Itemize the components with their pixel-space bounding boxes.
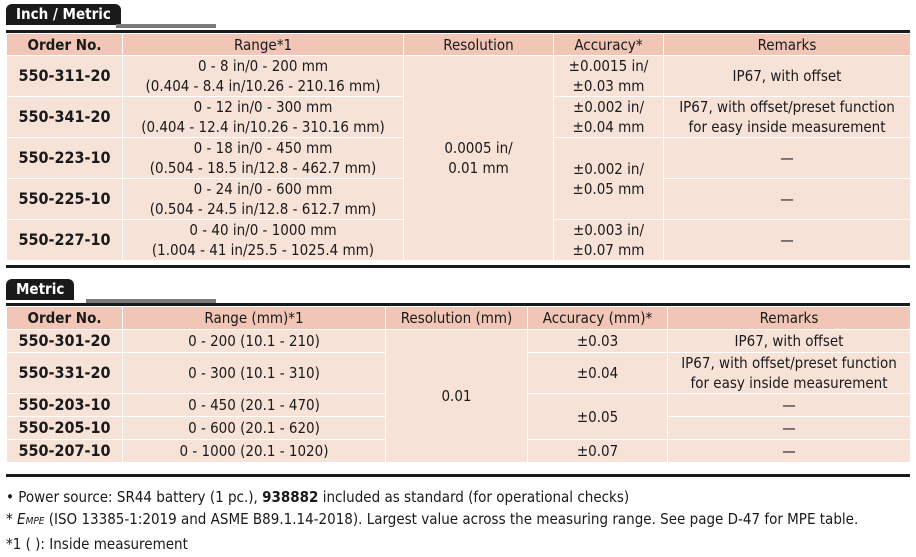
empe-symbol bbox=[17, 510, 44, 528]
remarks-line: IP67, with offset bbox=[732, 67, 842, 85]
resolution-inch: 0.0005 in/ bbox=[444, 139, 513, 157]
remarks-cell bbox=[664, 220, 911, 261]
col-range-label: Range*1 bbox=[233, 35, 293, 54]
range-cell: 0 - 1000 (20.1 - 1020) bbox=[123, 440, 386, 463]
remarks-cell bbox=[668, 394, 911, 417]
order-number: 550-341-20 bbox=[7, 97, 123, 138]
range-cell bbox=[123, 220, 404, 261]
remarks-line-2: for easy inside measurement bbox=[688, 118, 886, 136]
accuracy-note bbox=[6, 508, 858, 533]
remarks-line: IP67, with offset bbox=[734, 332, 844, 350]
accuracy-note-text: (ISO 13385-1:2019 and ASME B89.1.14-2018). Largest value across the measuring range. See page D-47 for MPE table. bbox=[44, 510, 859, 528]
remarks-cell bbox=[668, 353, 911, 394]
col-accuracy: Accuracy* bbox=[554, 34, 664, 56]
metric-title: Metric bbox=[6, 279, 74, 300]
col-remarks: Remarks bbox=[668, 307, 911, 330]
remarks-line: — bbox=[780, 231, 794, 249]
table-bottom-rule bbox=[6, 265, 910, 268]
accuracy-mm: ±0.05 mm bbox=[572, 179, 645, 198]
accuracy-mm: ±0.07 mm bbox=[572, 241, 645, 259]
range-inside: (0.504 - 18.5 in/12.8 - 462.7 mm) bbox=[149, 159, 377, 177]
remarks-line: — bbox=[782, 442, 796, 460]
remarks-line: IP67, with offset/preset function bbox=[679, 98, 895, 116]
range-cell: 0 - 300 (10.1 - 310) bbox=[123, 353, 386, 394]
range-inside: (1.004 - 41 in/25.5 - 1025.4 mm) bbox=[151, 241, 375, 259]
accuracy-mm: ±0.04 mm bbox=[572, 118, 645, 136]
range-primary: 0 - 18 in/0 - 450 mm bbox=[193, 139, 333, 157]
resolution-cell: 0.01 bbox=[386, 330, 528, 463]
remarks-cell bbox=[668, 417, 911, 440]
col-remarks: Remarks bbox=[664, 34, 911, 56]
accuracy-inch: ±0.002 in/ bbox=[572, 159, 645, 178]
col-resolution: Resolution (mm) bbox=[386, 307, 528, 330]
remarks-cell bbox=[668, 440, 911, 463]
inch-metric-title: Inch / Metric bbox=[6, 4, 121, 25]
table-header-row bbox=[7, 34, 911, 56]
metric-section-tab bbox=[6, 279, 216, 303]
order-number: 550-207-10 bbox=[7, 440, 123, 463]
order-number: 550-301-20 bbox=[7, 330, 123, 353]
accuracy-cell: ±0.07 bbox=[528, 440, 668, 463]
resolution-cell bbox=[404, 56, 554, 261]
range-primary: 0 - 12 in/0 - 300 mm bbox=[193, 98, 333, 116]
remarks-line: IP67, with offset/preset function bbox=[681, 354, 897, 372]
remarks-cell bbox=[664, 97, 911, 138]
accuracy-cell: ±0.05 bbox=[528, 394, 668, 440]
accuracy-cell bbox=[554, 97, 664, 138]
order-number: 550-331-20 bbox=[7, 353, 123, 394]
range-inside: (0.404 - 8.4 in/10.26 - 210.16 mm) bbox=[145, 77, 381, 95]
power-note-prefix: • Power source: SR44 battery (1 pc.), bbox=[6, 488, 263, 506]
accuracy-cell: ±0.04 bbox=[528, 353, 668, 394]
order-number: 550-203-10 bbox=[7, 394, 123, 417]
accuracy-cell bbox=[554, 56, 664, 97]
inch-metric-section-tab bbox=[6, 4, 216, 28]
order-number: 550-225-10 bbox=[7, 179, 123, 220]
table-bottom-rule bbox=[6, 474, 910, 477]
metric-table bbox=[6, 306, 911, 463]
range-cell bbox=[123, 138, 404, 179]
remarks-line: — bbox=[782, 419, 796, 437]
footnotes bbox=[6, 486, 858, 555]
table-row bbox=[7, 330, 911, 353]
order-number: 550-311-20 bbox=[7, 56, 123, 97]
empe-subscript: MPE bbox=[25, 516, 45, 527]
range-cell bbox=[123, 179, 404, 220]
col-range bbox=[123, 34, 404, 56]
range-primary: 0 - 8 in/0 - 200 mm bbox=[197, 57, 329, 75]
remarks-line: — bbox=[780, 149, 794, 167]
power-note-suffix: included as standard (for operational checks) bbox=[318, 488, 630, 506]
col-accuracy: Accuracy (mm)* bbox=[528, 307, 668, 330]
range-cell bbox=[123, 97, 404, 138]
range-cell bbox=[123, 56, 404, 97]
remarks-cell bbox=[664, 179, 911, 220]
range-cell: 0 - 450 (20.1 - 470) bbox=[123, 394, 386, 417]
power-source-note bbox=[6, 486, 858, 508]
inch-metric-table bbox=[6, 33, 911, 261]
accuracy-cell: ±0.03 bbox=[528, 330, 668, 353]
accuracy-mm: ±0.03 mm bbox=[572, 77, 645, 95]
col-range: Range (mm)*1 bbox=[123, 307, 386, 330]
accuracy-inch: ±0.0015 in/ bbox=[568, 57, 649, 75]
accuracy-inch: ±0.002 in/ bbox=[572, 98, 645, 116]
table-header-row bbox=[7, 307, 911, 330]
accuracy-star: * bbox=[6, 510, 18, 528]
remarks-line-2: for easy inside measurement bbox=[690, 374, 888, 392]
range-cell: 0 - 200 (10.1 - 210) bbox=[123, 330, 386, 353]
col-resolution: Resolution bbox=[404, 34, 554, 56]
table-row bbox=[7, 56, 911, 97]
remarks-cell bbox=[668, 330, 911, 353]
standard-part-number: 938882 bbox=[262, 488, 319, 506]
col-order-no: Order No. bbox=[7, 34, 123, 56]
remarks-line: — bbox=[782, 396, 796, 414]
remarks-line: — bbox=[780, 190, 794, 208]
order-number: 550-205-10 bbox=[7, 417, 123, 440]
remarks-cell bbox=[664, 56, 911, 97]
empe-letter: E bbox=[17, 510, 26, 528]
range-inside: (0.404 - 12.4 in/10.26 - 310.16 mm) bbox=[141, 118, 385, 136]
range-cell: 0 - 600 (20.1 - 620) bbox=[123, 417, 386, 440]
inside-measurement-note: *1 ( ): Inside measurement bbox=[6, 535, 188, 553]
range-primary: 0 - 40 in/0 - 1000 mm bbox=[189, 221, 337, 239]
tab-underline bbox=[116, 24, 216, 28]
accuracy-cell bbox=[554, 138, 664, 220]
range-primary: 0 - 24 in/0 - 600 mm bbox=[193, 180, 333, 198]
accuracy-cell bbox=[554, 220, 664, 261]
accuracy-inch: ±0.003 in/ bbox=[572, 221, 645, 239]
col-order-no: Order No. bbox=[7, 307, 123, 330]
order-number: 550-227-10 bbox=[7, 220, 123, 261]
resolution-mm: 0.01 mm bbox=[448, 159, 509, 177]
remarks-cell bbox=[664, 138, 911, 179]
range-inside: (0.504 - 24.5 in/12.8 - 612.7 mm) bbox=[149, 200, 377, 218]
order-number: 550-223-10 bbox=[7, 138, 123, 179]
